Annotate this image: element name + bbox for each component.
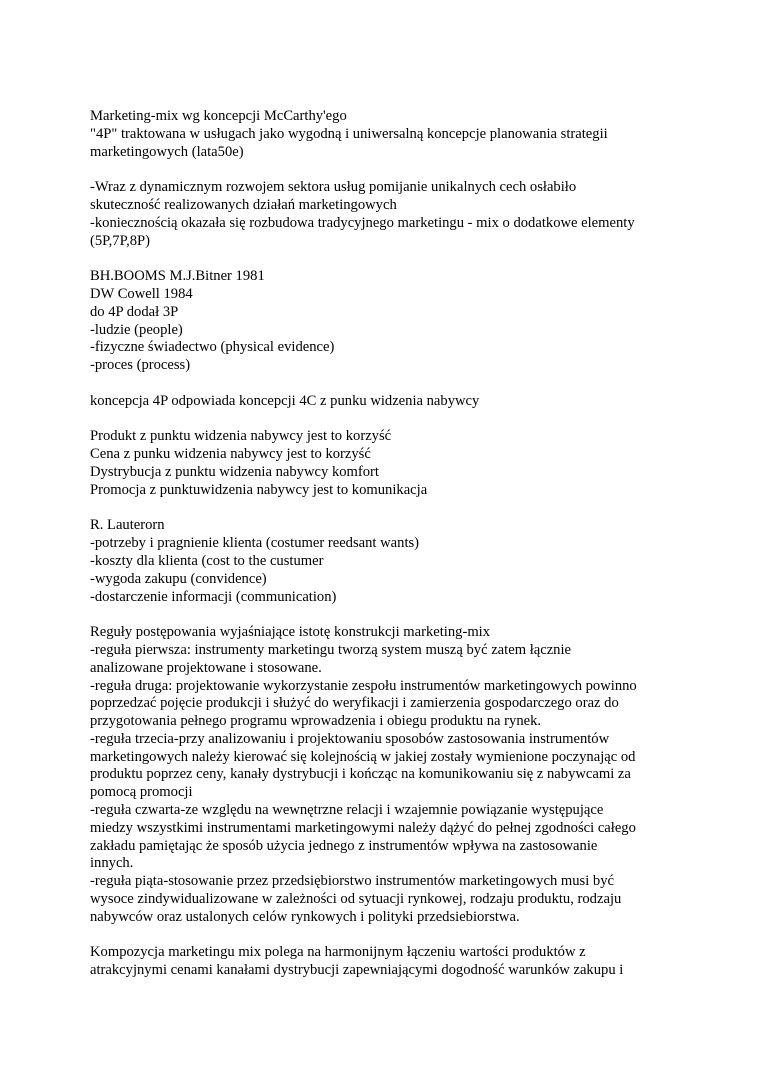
text-line: "4P" traktowana w usługach jako wygodną i uniwersalną koncepcje planowania strategii bbox=[90, 125, 608, 142]
text-line: koncepcja 4P odpowiada koncepcji 4C z punku widzenia nabywcy bbox=[90, 392, 480, 409]
text-line: -Wraz z dynamicznym rozwojem sektora usług pomijanie unikalnych cech osłabiło bbox=[90, 179, 577, 196]
text-line: przygotowania pełnego programu wprowadzenia i obiegu produktu na rynek. bbox=[90, 713, 542, 730]
text-line: Dystrybucja z punktu widzenia nabywcy komfort bbox=[90, 463, 379, 480]
text-line: (5P,7P,8P) bbox=[90, 232, 151, 249]
paragraph-gap bbox=[90, 411, 740, 429]
paragraph-rules bbox=[90, 624, 740, 927]
text-line: wysoce zindywidualizowane w zależności od sytuacji rynkowej, rodzaju produktu, rodzaju bbox=[90, 891, 622, 908]
paragraph-gap bbox=[90, 375, 740, 393]
paragraph-gap bbox=[90, 500, 740, 518]
text-line: -reguła druga: projektowanie wykorzystanie zespołu instrumentów marketingowych powinno bbox=[90, 677, 637, 694]
text-line: -reguła trzecia-przy analizowaniu i projektowaniu sposobów zastosowania instrumentów bbox=[90, 730, 610, 747]
text-line: Produkt z punktu widzenia nabywcy jest to korzyść bbox=[90, 428, 392, 445]
text-line: Promocja z punktuwidzenia nabywcy jest to komunikacja bbox=[90, 481, 428, 498]
text-line: poprzedzać pojęcie produkcji i służyć do weryfikacji i zamierzenia gospodarczego oraz do bbox=[90, 695, 619, 712]
text-line: skuteczność realizowanych działań marketingowych bbox=[90, 196, 397, 213]
text-line: Cena z punku widzenia nabywcy jest to korzyść bbox=[90, 446, 371, 463]
text-line: -wygoda zakupu (convidence) bbox=[90, 570, 267, 587]
text-line: nabywców oraz ustalonych celów rynkowych i polityki przedsiebiorstwa. bbox=[90, 908, 520, 925]
paragraph-gap bbox=[90, 606, 740, 624]
text-line: BH.BOOMS M.J.Bitner 1981 bbox=[90, 268, 265, 285]
text-line: -reguła piąta-stosowanie przez przedsiębiorstwo instrumentów marketingowych musi być bbox=[90, 873, 615, 890]
text-line: -potrzeby i pragnienie klienta (costumer reedsant wants) bbox=[90, 535, 420, 552]
paragraph-gap bbox=[90, 927, 740, 945]
text-line: -reguła pierwsza: instrumenty marketingu tworzą system muszą być zatem łącznie bbox=[90, 641, 572, 658]
paragraph-intro bbox=[90, 108, 740, 161]
text-line: -reguła czwarta-ze względu na wewnętrzne relacji i wzajemnie powiązanie występujące bbox=[90, 802, 604, 819]
text-line: atrakcyjnymi cenami kanałami dystrybucji zapewniającymi dogodność warunków zakupu i bbox=[90, 962, 624, 979]
text-line: innych. bbox=[90, 855, 134, 872]
text-line: -koszty dla klienta (cost to the custumer bbox=[90, 552, 324, 569]
text-line: Marketing-mix wg koncepcji McCarthy'ego bbox=[90, 108, 347, 124]
text-line: -proces (process) bbox=[90, 357, 191, 374]
paragraph-composition bbox=[90, 944, 740, 980]
text-line: Kompozycja marketingu mix polega na harmonijnym łączeniu wartości produktów z bbox=[90, 944, 586, 961]
text-line: -ludzie (people) bbox=[90, 321, 183, 338]
text-line: miedzy wszystkimi instrumentami marketingowymi należy dążyć do pełnej zgodności całego bbox=[90, 819, 636, 836]
text-line: analizowane projektowane i stosowane. bbox=[90, 659, 322, 676]
text-line: do 4P dodał 3P bbox=[90, 303, 179, 320]
paragraph-booms-bitner bbox=[90, 268, 740, 375]
text-line: zakładu pamiętając że sposób użycia jednego z instrumentów wpływa na zastosowanie bbox=[90, 837, 598, 854]
text-line: -koniecznością okazała się rozbudowa tradycyjnego marketingu - mix o dodatkowe elementy bbox=[90, 214, 635, 231]
text-line: -dostarczenie informacji (communication) bbox=[90, 588, 337, 605]
text-line: -fizyczne świadectwo (physical evidence) bbox=[90, 339, 335, 356]
paragraph-gap bbox=[90, 161, 740, 179]
text-line: pomocą promocji bbox=[90, 784, 193, 801]
paragraph-evolution bbox=[90, 179, 740, 250]
text-line: marketingowych należy kierować się kolejnością w jakiej zostały wymienione poczynając od bbox=[90, 748, 636, 765]
text-line: R. Lauterorn bbox=[90, 517, 165, 534]
text-line: marketingowych (lata50e) bbox=[90, 143, 244, 160]
text-line: DW Cowell 1984 bbox=[90, 285, 193, 302]
paragraph-lauterborn bbox=[90, 517, 740, 606]
text-line: Reguły postępowania wyjaśniające istotę konstrukcji marketing-mix bbox=[90, 624, 491, 641]
paragraph-buyer-view bbox=[90, 428, 740, 499]
document-page bbox=[90, 108, 740, 980]
paragraph-gap bbox=[90, 250, 740, 268]
text-line: produktu poprzez ceny, kanały dystrybucji i kończąc na komunikowaniu się z nabywcami za bbox=[90, 766, 631, 783]
paragraph-4p-4c bbox=[90, 393, 740, 411]
